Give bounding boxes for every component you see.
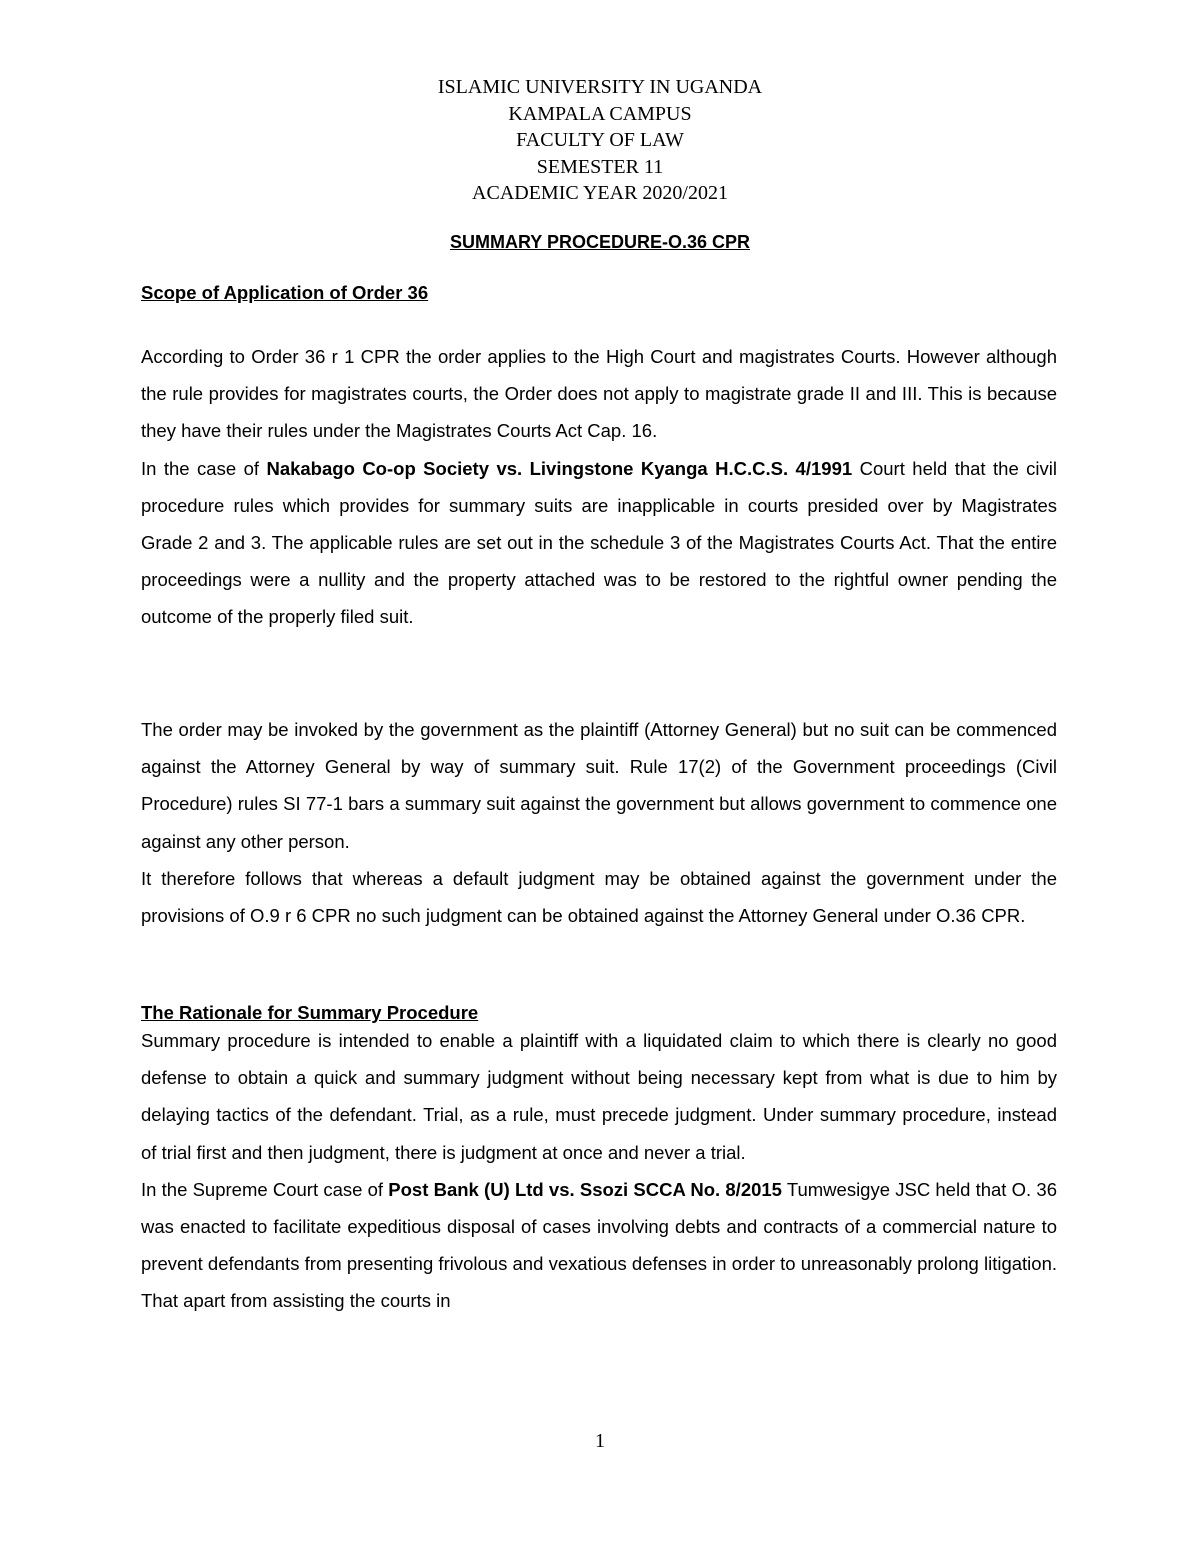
section-scope-body-continued (141, 711, 1057, 934)
paragraph-lead: In the Supreme Court case of (141, 1178, 389, 1200)
campus-name: KAMPALA CAMPUS (508, 102, 692, 125)
section-scope-body (141, 338, 1057, 636)
paragraph-rest: Tumwesigye JSC held that O. 36 was enacted to facilitate expeditious disposal of cases involving debts and contracts of a commercial nature to prevent defendants from presenting frivolous and vexatious defenses in order to unreasonably prolong litigation. That apart from assisting the courts in (141, 1178, 1057, 1312)
paragraph: Summary procedure is intended to enable a plaintiff with a liquidated claim to which there is clearly no good defense to obtain a quick and summary judgment without being necessary kept from what is due to him by delaying tactics of the defendant. Trial, as a rule, must precede judgment. Under summary procedure, instead of trial first and then judgment, there is judgment at once and never a trial. (141, 1030, 1057, 1163)
page-number: 1 (595, 1430, 605, 1452)
paragraph-case-postbank (141, 1171, 1057, 1320)
paragraph-rest: Court held that the civil procedure rules which provides for summary suits are inapplicable in courts presided over by Magistrates Grade 2 and 3. The applicable rules are set out in the schedule 3 of the Magistrates Courts Act. That the entire proceedings were a nullity and the property attached was to be restored to the rightful owner pending the outcome of the properly filed suit. (141, 457, 1058, 628)
document-title: SUMMARY PROCEDURE-O.36 CPR (449, 232, 751, 252)
section-heading-rationale: The Rationale for Summary Procedure (141, 1002, 479, 1023)
academic-year-label: ACADEMIC YEAR 2020/2021 (472, 182, 728, 204)
section-rationale-body (141, 1022, 1057, 1320)
case-citation: Post Bank (U) Ltd vs. Ssozi SCCA No. 8/2015 (388, 1178, 782, 1200)
case-citation: Nakabago Co-op Society vs. Livingstone Kyanga H.C.C.S. 4/1991 (266, 457, 853, 479)
document-header (0, 74, 1200, 207)
paragraph-case-nakabago (141, 450, 1057, 636)
paragraph: According to Order 36 r 1 CPR the order applies to the High Court and magistrates Courts. However although the rule provides for magistrates courts, the Order does not apply to magistrate grade II and III. This is because they have their rules under the Magistrates Courts Act Cap. 16. (141, 346, 1057, 442)
faculty-name: FACULTY OF LAW (516, 129, 684, 151)
paragraph: The order may be invoked by the government as the plaintiff (Attorney General) but no suit can be commenced against the Attorney General by way of summary suit. Rule 17(2) of the Government proceedings (Civil Procedure) rules SI 77-1 bars a summary suit against the government but allows government to commence one against any other person. (141, 719, 1057, 852)
paragraph: It therefore follows that whereas a default judgment may be obtained against the government under the provisions of O.9 r 6 CPR no such judgment can be obtained against the Attorney General under O.36 CPR. (141, 867, 1057, 927)
section-heading-scope: Scope of Application of Order 36 (141, 282, 429, 303)
semester-label: SEMESTER 11 (536, 155, 664, 178)
paragraph-lead: In the case of (141, 457, 267, 479)
university-name: ISLAMIC UNIVERSITY IN UGANDA (437, 76, 763, 98)
